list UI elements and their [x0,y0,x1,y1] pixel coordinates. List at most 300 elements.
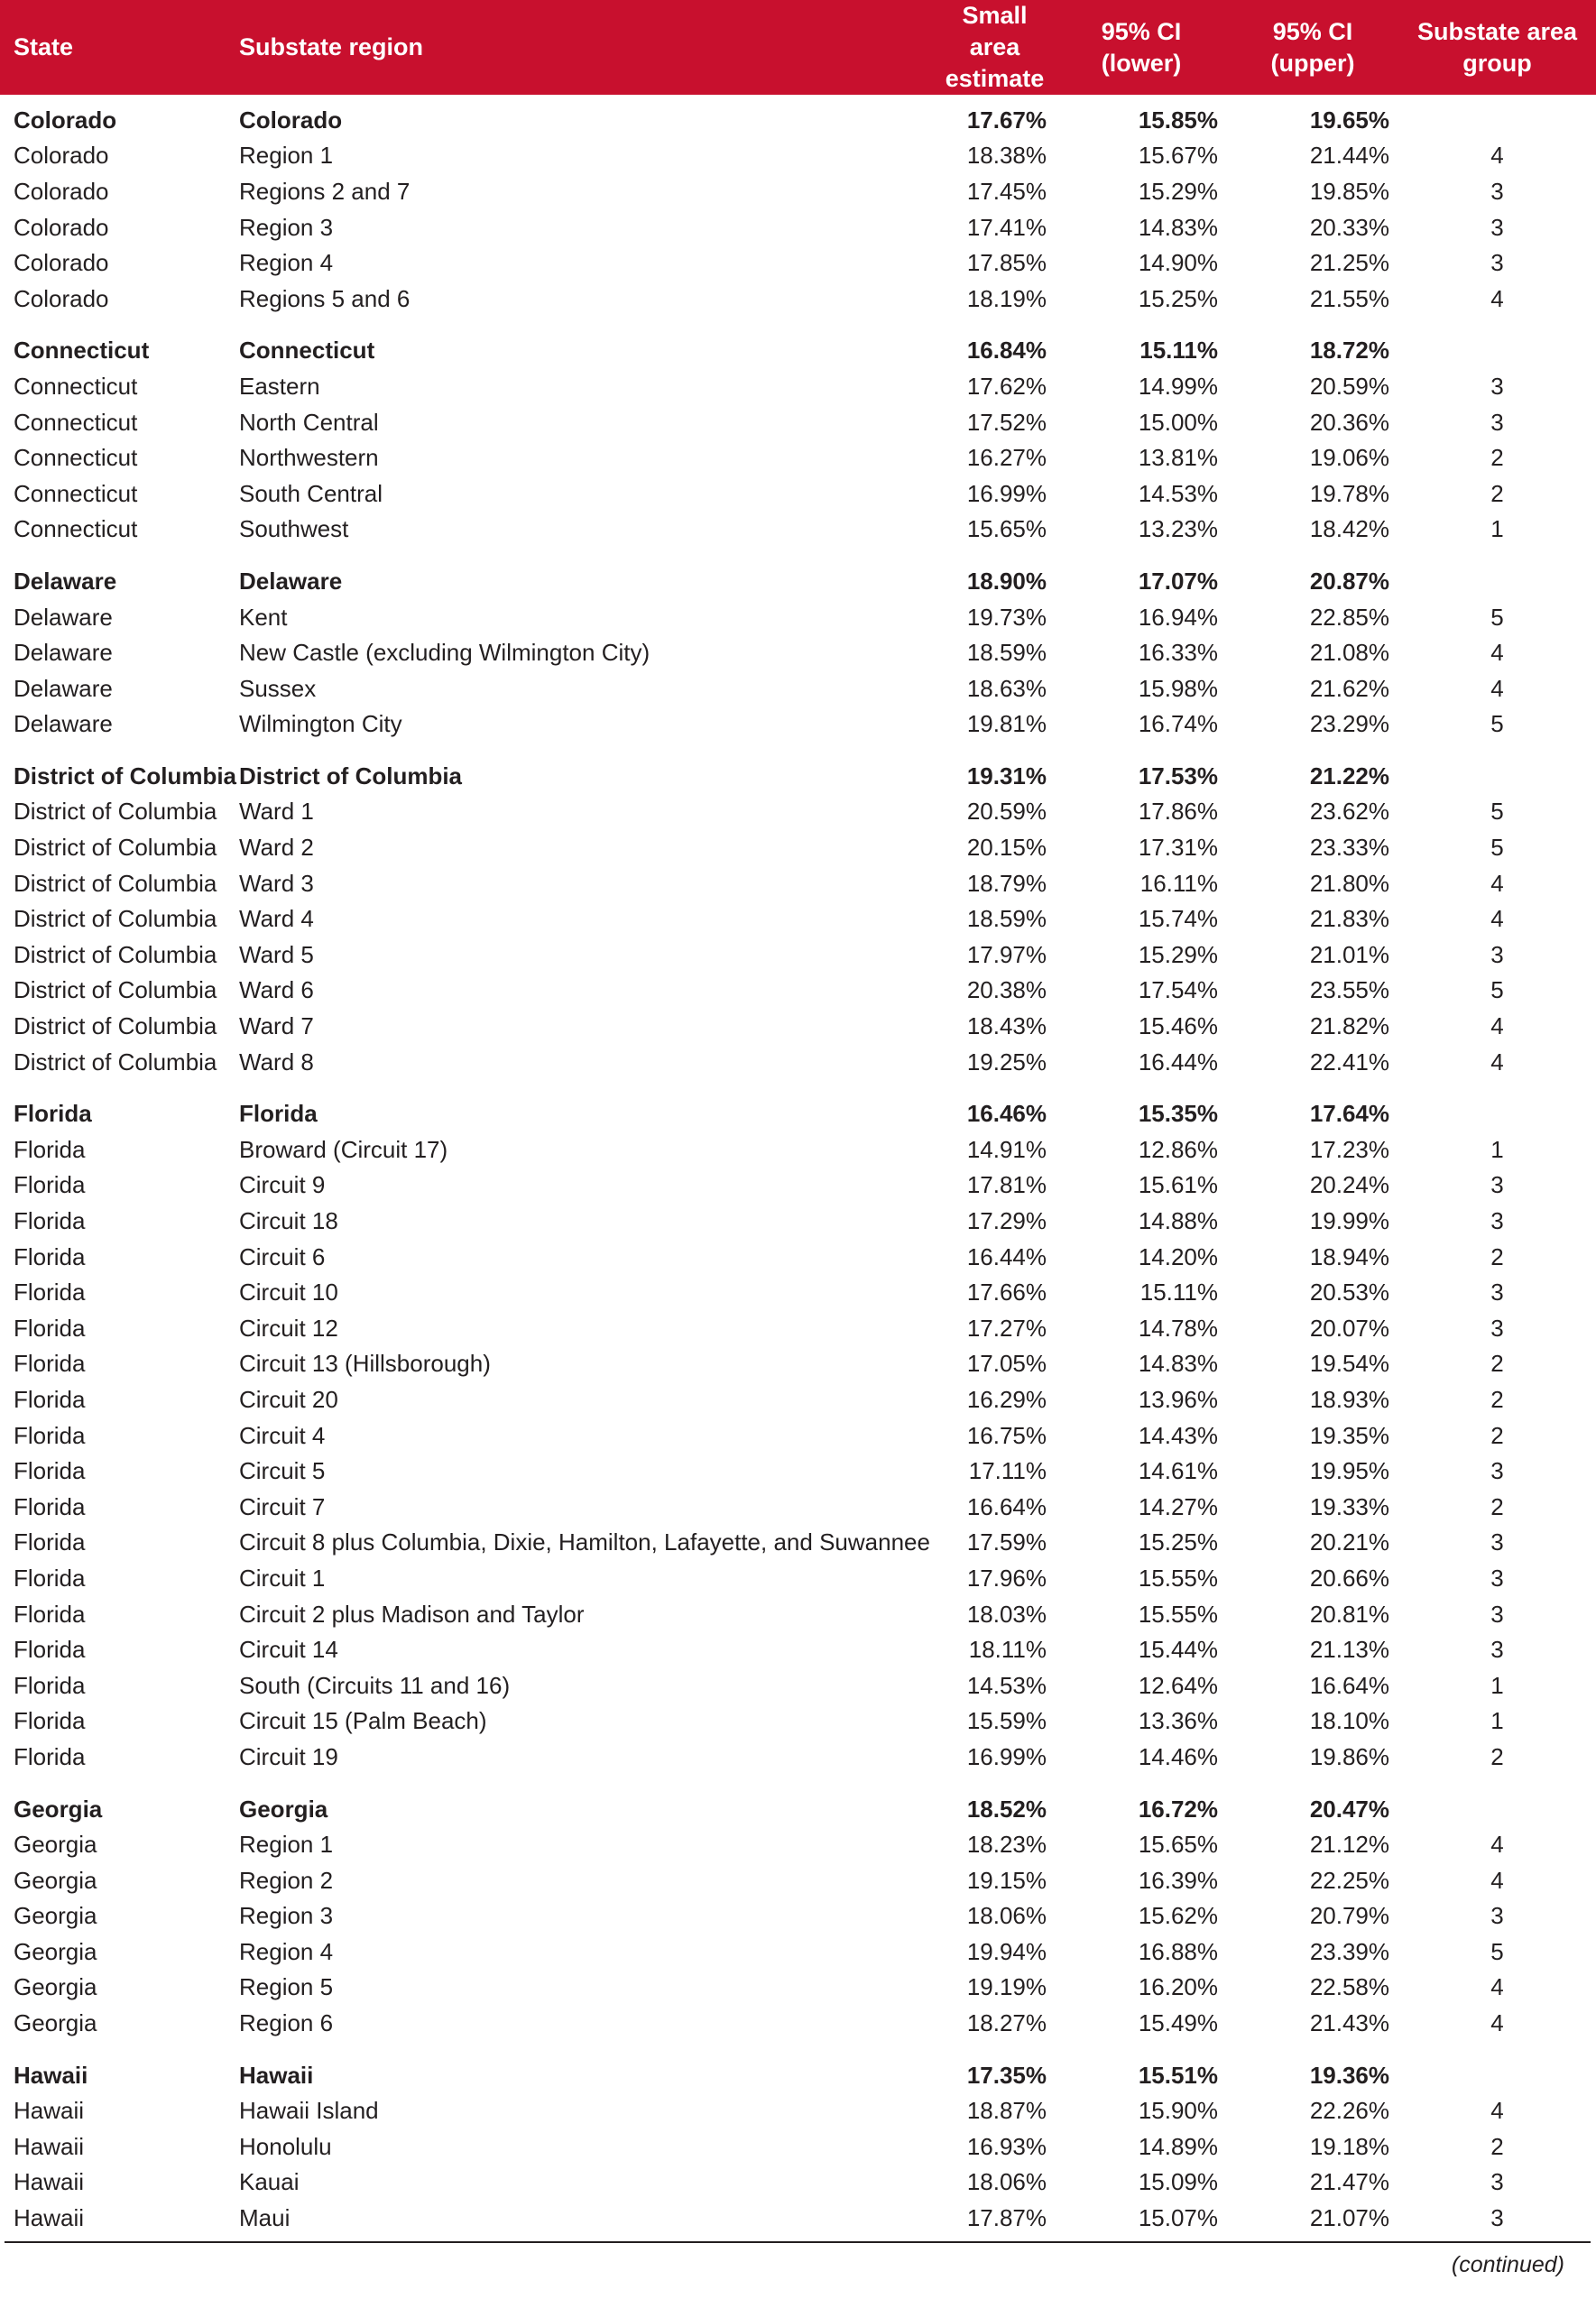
cell-ci-upper: 20.79% [1309,1902,1389,1930]
cell-ci-lower: 16.72% [1138,1795,1218,1823]
continued-note: (continued) [1451,2252,1564,2277]
cell-substate-region: Circuit 12 [239,1314,338,1342]
cell-substate-region: Region 6 [239,2009,334,2037]
cell-state: Florida [14,1528,86,1556]
cell-ci-upper: 21.62% [1309,674,1389,702]
cell-small-area-estimate: 19.15% [966,1866,1047,1894]
cell-substate-region: Circuit 9 [239,1171,326,1199]
cell-small-area-estimate: 17.45% [966,177,1047,205]
cell-ci-lower: 15.11% [1139,1279,1218,1306]
cell-state: Delaware [14,567,117,595]
cell-ci-upper: 20.53% [1309,1279,1389,1306]
cell-substate-region: District of Columbia [239,762,463,789]
cell-state: Florida [14,1600,86,1628]
cell-small-area-estimate: 17.62% [966,372,1047,400]
cell-ci-lower: 15.51% [1138,2061,1218,2089]
cell-substate-area-group: 5 [1490,603,1504,631]
cell-substate-region: Circuit 2 plus Madison and Taylor [239,1600,585,1628]
cell-state: Georgia [14,2009,97,2037]
cell-ci-upper: 21.82% [1309,1012,1389,1040]
table-row [0,1934,1596,1970]
cell-ci-upper: 17.23% [1309,1135,1389,1163]
cell-ci-lower: 13.23% [1138,515,1218,543]
cell-substate-region: Hawaii [239,2061,314,2089]
cell-ci-lower: 14.53% [1138,479,1218,507]
cell-ci-upper: 20.33% [1309,213,1389,241]
cell-ci-lower: 15.09% [1138,2168,1218,2196]
cell-small-area-estimate: 17.05% [966,1350,1047,1378]
cell-small-area-estimate: 18.19% [966,284,1047,312]
header-ci-lower: 95% CI (lower) [1101,17,1182,77]
table-row [0,1667,1596,1703]
cell-ci-upper: 17.64% [1309,1100,1389,1128]
table-row [0,2092,1596,2128]
table-row [0,1453,1596,1489]
cell-substate-region: Region 2 [239,1866,334,1894]
cell-state: Georgia [14,1902,97,1930]
table-row [0,2128,1596,2165]
cell-small-area-estimate: 17.27% [966,1314,1047,1342]
cell-substate-area-group: 3 [1490,1902,1504,1930]
cell-state: District of Columbia [14,905,217,933]
cell-ci-lower: 13.96% [1138,1385,1218,1413]
cell-ci-lower: 17.86% [1138,798,1218,826]
cell-ci-upper: 20.59% [1309,372,1389,400]
cell-substate-area-group: 4 [1490,284,1504,312]
cell-state: Florida [14,1314,86,1342]
cell-ci-upper: 21.13% [1309,1636,1389,1664]
cell-state: Florida [14,1350,86,1378]
cell-substate-area-group [1398,2041,1596,2093]
cell-substate-region: Region 3 [239,213,334,241]
cell-ci-lower: 16.20% [1138,1973,1218,2001]
cell-substate-region: Ward 6 [239,976,314,1004]
cell-substate-area-group: 4 [1490,674,1504,702]
cell-ci-upper: 21.22% [1309,762,1389,789]
cell-substate-region: Circuit 6 [239,1242,326,1270]
cell-small-area-estimate: 18.06% [966,1902,1047,1930]
cell-ci-lower: 16.39% [1138,1866,1218,1894]
cell-substate-area-group [1398,742,1596,794]
state-total-row [0,317,1596,369]
cell-ci-upper: 23.62% [1309,798,1389,826]
cell-small-area-estimate: 17.41% [966,213,1047,241]
cell-small-area-estimate: 18.52% [966,1795,1047,1823]
cell-substate-region: Ward 3 [239,869,314,897]
cell-substate-region: Circuit 14 [239,1636,338,1664]
cell-substate-area-group: 4 [1490,2009,1504,2037]
cell-substate-area-group: 2 [1490,2132,1504,2160]
table-row [0,1739,1596,1775]
header-state: State [14,33,74,60]
cell-state: Connecticut [14,515,138,543]
cell-ci-lower: 15.25% [1138,284,1218,312]
cell-small-area-estimate: 19.19% [966,1973,1047,2001]
cell-small-area-estimate: 18.79% [966,869,1047,897]
cell-ci-upper: 21.47% [1309,2168,1389,2196]
cell-small-area-estimate: 18.11% [968,1636,1047,1664]
cell-ci-lower: 14.43% [1138,1421,1218,1449]
cell-ci-upper: 19.95% [1309,1457,1389,1485]
table-row [0,512,1596,548]
cell-substate-region: Circuit 20 [239,1385,338,1413]
cell-ci-lower: 12.86% [1138,1135,1218,1163]
cell-substate-area-group: 2 [1490,1242,1504,1270]
state-total-row [0,742,1596,794]
cell-small-area-estimate: 19.73% [966,603,1047,631]
cell-substate-region: Circuit 19 [239,1742,338,1770]
cell-substate-area-group: 4 [1490,142,1504,170]
cell-small-area-estimate: 18.59% [966,639,1047,667]
cell-state: Georgia [14,1795,103,1823]
cell-state: Florida [14,1135,86,1163]
cell-small-area-estimate: 17.97% [966,940,1047,968]
cell-substate-area-group: 3 [1490,1279,1504,1306]
cell-substate-region: Ward 4 [239,905,314,933]
cell-ci-lower: 17.31% [1138,834,1218,862]
header-ci-upper: 95% CI (upper) [1270,17,1355,77]
cell-ci-upper: 20.36% [1309,408,1389,436]
cell-ci-lower: 15.74% [1138,905,1218,933]
cell-ci-lower: 14.89% [1138,2132,1218,2160]
cell-substate-area-group: 3 [1490,1528,1504,1556]
cell-substate-area-group: 4 [1490,1973,1504,2001]
cell-state: Florida [14,1421,86,1449]
cell-ci-upper: 19.35% [1309,1421,1389,1449]
cell-state: District of Columbia [14,976,217,1004]
cell-ci-lower: 14.61% [1138,1457,1218,1485]
cell-small-area-estimate: 18.90% [966,567,1047,595]
cell-ci-upper: 20.07% [1309,1314,1389,1342]
cell-state: Florida [14,1457,86,1485]
cell-state: Florida [14,1242,86,1270]
cell-small-area-estimate: 18.27% [966,2009,1047,2037]
table-row [0,281,1596,317]
cell-ci-upper: 18.94% [1309,1242,1389,1270]
header-substate-area-group: Substate area group [1416,17,1578,77]
cell-substate-region: Circuit 18 [239,1207,338,1235]
cell-ci-upper: 21.43% [1309,2009,1389,2037]
cell-ci-lower: 15.00% [1138,408,1218,436]
table-header-row [0,0,1596,95]
cell-small-area-estimate: 17.59% [966,1528,1047,1556]
cell-small-area-estimate: 16.99% [966,1742,1047,1770]
cell-small-area-estimate: 19.25% [966,1048,1047,1076]
cell-ci-lower: 14.99% [1138,372,1218,400]
cell-state: Connecticut [14,372,138,400]
cell-substate-region: Colorado [239,106,343,134]
cell-ci-lower: 14.90% [1138,249,1218,277]
cell-substate-region: Ward 8 [239,1048,314,1076]
cell-small-area-estimate: 16.64% [966,1492,1047,1520]
cell-small-area-estimate: 15.65% [966,515,1047,543]
cell-small-area-estimate: 19.81% [966,710,1047,738]
cell-substate-area-group: 2 [1490,444,1504,472]
table-row [0,1274,1596,1310]
cell-ci-lower: 15.85% [1138,106,1218,134]
cell-substate-region: Sussex [239,674,317,702]
cell-substate-area-group: 5 [1490,976,1504,1004]
cell-ci-upper: 21.01% [1309,940,1389,968]
cell-small-area-estimate: 14.53% [966,1671,1047,1699]
cell-state: Georgia [14,1973,97,2001]
cell-state: District of Columbia [14,1048,217,1076]
cell-substate-area-group: 4 [1490,639,1504,667]
cell-ci-lower: 16.44% [1138,1048,1218,1076]
cell-small-area-estimate: 17.52% [966,408,1047,436]
cell-substate-region: Ward 7 [239,1012,314,1040]
cell-substate-region: Ward 1 [239,798,314,826]
cell-state: Florida [14,1100,92,1128]
cell-ci-upper: 18.72% [1309,337,1389,365]
cell-substate-area-group: 2 [1490,479,1504,507]
cell-state: District of Columbia [14,869,217,897]
cell-substate-region: Circuit 5 [239,1457,326,1485]
cell-substate-area-group: 4 [1490,1866,1504,1894]
cell-small-area-estimate: 18.38% [966,142,1047,170]
cell-ci-lower: 14.46% [1138,1742,1218,1770]
cell-substate-region: Region 1 [239,142,334,170]
cell-ci-upper: 19.33% [1309,1492,1389,1520]
cell-state: Connecticut [14,479,138,507]
cell-substate-area-group: 3 [1490,2204,1504,2232]
cell-ci-upper: 21.08% [1309,639,1389,667]
state-total-row [0,95,1596,138]
cell-ci-lower: 15.29% [1138,940,1218,968]
cell-substate-region: Ward 2 [239,834,314,862]
cell-substate-area-group: 5 [1490,1937,1504,1965]
cell-ci-lower: 15.65% [1138,1831,1218,1859]
cell-ci-lower: 13.36% [1138,1707,1218,1735]
cell-ci-lower: 14.83% [1138,213,1218,241]
cell-state: Delaware [14,710,113,738]
cell-ci-lower: 15.90% [1138,2097,1218,2125]
cell-ci-upper: 19.36% [1309,2061,1389,2089]
table-row [0,404,1596,440]
cell-substate-area-group: 3 [1490,213,1504,241]
cell-ci-lower: 15.98% [1138,674,1218,702]
cell-small-area-estimate: 18.06% [966,2168,1047,2196]
table-row [0,634,1596,670]
cell-state: Hawaii [14,2097,85,2125]
table-row [0,2005,1596,2041]
cell-ci-upper: 23.33% [1309,834,1389,862]
cell-ci-lower: 16.33% [1138,639,1218,667]
cell-small-area-estimate: 16.29% [966,1385,1047,1413]
cell-ci-lower: 15.29% [1138,177,1218,205]
cell-ci-upper: 19.06% [1309,444,1389,472]
cell-ci-upper: 22.58% [1309,1973,1389,2001]
cell-substate-area-group: 2 [1490,1385,1504,1413]
cell-ci-lower: 17.07% [1138,567,1218,595]
cell-state: District of Columbia [14,834,217,862]
cell-small-area-estimate: 20.38% [966,976,1047,1004]
cell-small-area-estimate: 17.96% [966,1564,1047,1592]
table-row [0,1560,1596,1596]
table-row [0,1310,1596,1346]
cell-substate-area-group: 1 [1490,515,1504,543]
cell-ci-upper: 19.99% [1309,1207,1389,1235]
table-row [0,475,1596,512]
cell-state: Florida [14,1492,86,1520]
table-row [0,1203,1596,1239]
cell-substate-region: Region 4 [239,1937,334,1965]
cell-state: Florida [14,1742,86,1770]
cell-ci-upper: 19.78% [1309,479,1389,507]
cell-substate-area-group: 4 [1490,1831,1504,1859]
cell-substate-area-group: 3 [1490,1171,1504,1199]
cell-ci-upper: 18.10% [1309,1707,1389,1735]
cell-substate-region: Regions 5 and 6 [239,284,411,312]
cell-state: Georgia [14,1831,97,1859]
cell-state: Florida [14,1671,86,1699]
table-row [0,1631,1596,1667]
cell-state: Colorado [14,142,109,170]
cell-substate-area-group: 4 [1490,1048,1504,1076]
cell-substate-area-group [1398,317,1596,369]
cell-ci-upper: 21.07% [1309,2204,1389,2232]
cell-ci-upper: 20.21% [1309,1528,1389,1556]
cell-substate-region: Ward 5 [239,940,314,968]
cell-substate-area-group: 4 [1490,1012,1504,1040]
cell-state: Hawaii [14,2132,85,2160]
cell-substate-region: Southwest [239,515,349,543]
cell-small-area-estimate: 18.87% [966,2097,1047,2125]
cell-small-area-estimate: 19.31% [966,762,1047,789]
cell-small-area-estimate: 17.29% [966,1207,1047,1235]
bottom-rule [5,2241,1591,2243]
table-row [0,1489,1596,1525]
cell-substate-area-group: 4 [1490,2097,1504,2125]
table-row [0,1239,1596,1275]
cell-substate-region: Circuit 13 (Hillsborough) [239,1350,491,1378]
table-row [0,1898,1596,1934]
cell-substate-region: Georgia [239,1795,328,1823]
cell-state: Hawaii [14,2168,85,2196]
cell-small-area-estimate: 20.59% [966,798,1047,826]
table-row [0,1970,1596,2006]
header-substate-region: Substate region [239,33,424,60]
cell-substate-region: South Central [239,479,383,507]
cell-ci-upper: 19.54% [1309,1350,1389,1378]
cell-substate-region: Region 1 [239,1831,334,1859]
cell-small-area-estimate: 14.91% [966,1135,1047,1163]
cell-ci-lower: 16.94% [1138,603,1218,631]
table-row [0,937,1596,973]
cell-ci-upper: 20.87% [1309,567,1389,595]
table-row [0,245,1596,281]
cell-substate-area-group [1398,547,1596,599]
table-row [0,1417,1596,1454]
cell-ci-lower: 15.67% [1138,142,1218,170]
cell-substate-area-group: 3 [1490,249,1504,277]
cell-substate-region: Region 4 [239,249,334,277]
cell-ci-upper: 21.55% [1309,284,1389,312]
cell-state: Colorado [14,249,109,277]
cell-state: Connecticut [14,408,138,436]
cell-state: Colorado [14,177,109,205]
cell-ci-lower: 15.11% [1139,337,1218,365]
cell-ci-upper: 19.85% [1309,177,1389,205]
table-row [0,209,1596,245]
cell-substate-area-group: 4 [1490,869,1504,897]
cell-substate-region: North Central [239,408,379,436]
table-row [0,706,1596,743]
cell-state: Florida [14,1707,86,1735]
cell-ci-lower: 14.20% [1138,1242,1218,1270]
cell-substate-region: Delaware [239,567,343,595]
cell-substate-area-group: 3 [1490,372,1504,400]
cell-state: Delaware [14,639,113,667]
cell-state: Hawaii [14,2204,85,2232]
cell-substate-region: Maui [239,2204,291,2232]
cell-substate-region: Kauai [239,2168,300,2196]
cell-ci-lower: 15.25% [1138,1528,1218,1556]
cell-substate-area-group: 3 [1490,408,1504,436]
cell-ci-upper: 22.41% [1309,1048,1389,1076]
cell-substate-region: Regions 2 and 7 [239,177,411,205]
cell-ci-upper: 19.18% [1309,2132,1389,2160]
table-row [0,1168,1596,1204]
cell-substate-area-group: 4 [1490,905,1504,933]
table-row [0,1381,1596,1417]
table-row [0,599,1596,635]
cell-ci-upper: 16.64% [1309,1671,1389,1699]
cell-ci-lower: 17.54% [1138,976,1218,1004]
cell-state: Georgia [14,1937,97,1965]
cell-ci-upper: 20.47% [1309,1795,1389,1823]
table-row [0,973,1596,1009]
cell-state: Florida [14,1279,86,1306]
cell-ci-lower: 14.27% [1138,1492,1218,1520]
state-total-row [0,547,1596,599]
cell-substate-region: Region 3 [239,1902,334,1930]
table-row [0,1826,1596,1862]
cell-substate-area-group [1398,95,1596,138]
cell-ci-upper: 18.93% [1309,1385,1389,1413]
cell-ci-upper: 18.42% [1309,515,1389,543]
cell-small-area-estimate: 17.67% [966,106,1047,134]
cell-substate-region: Region 5 [239,1973,334,2001]
cell-small-area-estimate: 18.59% [966,905,1047,933]
cell-ci-lower: 15.55% [1138,1600,1218,1628]
table-row [0,1862,1596,1898]
table-row [0,2200,1596,2236]
cell-ci-upper: 20.66% [1309,1564,1389,1592]
cell-substate-region: Circuit 7 [239,1492,326,1520]
cell-substate-area-group: 1 [1490,1135,1504,1163]
cell-state: Connecticut [14,444,138,472]
cell-substate-area-group: 2 [1490,1742,1504,1770]
cell-state: Florida [14,1207,86,1235]
cell-state: Georgia [14,1866,97,1894]
table-row [0,1008,1596,1044]
cell-small-area-estimate: 16.27% [966,444,1047,472]
cell-substate-region: Circuit 15 (Palm Beach) [239,1707,487,1735]
cell-small-area-estimate: 16.93% [966,2132,1047,2160]
cell-small-area-estimate: 18.23% [966,1831,1047,1859]
cell-ci-lower: 14.78% [1138,1314,1218,1342]
table-row [0,138,1596,174]
cell-small-area-estimate: 16.84% [966,337,1047,365]
cell-substate-area-group [1398,1775,1596,1827]
cell-state: Connecticut [14,337,150,365]
cell-substate-region: Hawaii Island [239,2097,379,2125]
table-row [0,794,1596,830]
cell-substate-area-group: 3 [1490,1636,1504,1664]
cell-ci-lower: 13.81% [1138,444,1218,472]
cell-state: District of Columbia [14,798,217,826]
